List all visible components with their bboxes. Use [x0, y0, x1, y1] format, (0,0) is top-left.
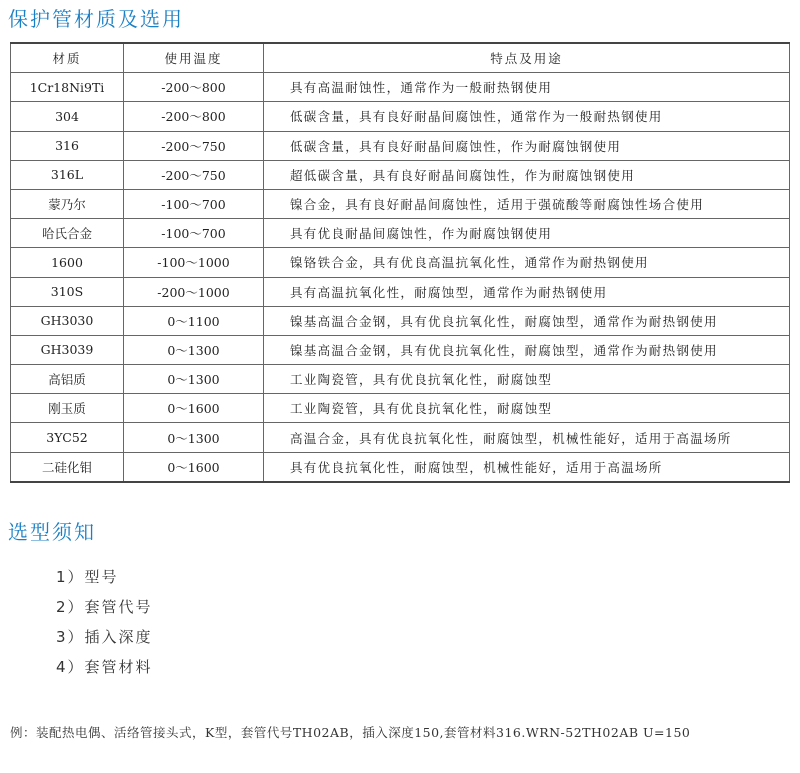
- table-row: [11, 306, 790, 335]
- section-title-selection-notes: 选型须知: [8, 520, 96, 544]
- cell-material: 316: [11, 131, 124, 160]
- cell-material: 二硅化钼: [11, 452, 124, 482]
- selection-notes-list: [56, 566, 153, 686]
- table-row: [11, 452, 790, 482]
- list-item: 1）型号: [56, 568, 119, 586]
- table-row: [11, 423, 790, 452]
- example-text: 例：装配热电偶、活络管接头式，K型，套管代号TH02AB，插入深度150,套管材料316.WRN-52TH02AB U=150: [10, 725, 691, 740]
- cell-temperature: -200～800: [124, 102, 264, 131]
- section-title-materials: 保护管材质及选用: [8, 7, 184, 31]
- cell-material: 1Cr18Ni9Ti: [11, 73, 124, 102]
- table-row: [11, 248, 790, 277]
- cell-features: 具有优良抗氧化性，耐腐蚀型，机械性能好，适用于高温场所: [264, 452, 790, 482]
- cell-material: 310S: [11, 277, 124, 306]
- cell-temperature: -200～750: [124, 160, 264, 189]
- list-item: 2）套管代号: [56, 598, 153, 616]
- table-row: [11, 365, 790, 394]
- cell-temperature: 0～1600: [124, 394, 264, 423]
- cell-temperature: 0～1300: [124, 335, 264, 364]
- cell-material: 1600: [11, 248, 124, 277]
- cell-temperature: -200～750: [124, 131, 264, 160]
- material-table: [10, 42, 790, 483]
- column-header-features: 特点及用途: [264, 43, 790, 73]
- table-row: [11, 335, 790, 364]
- column-header-material: 材质: [11, 43, 124, 73]
- cell-features: 镍基高温合金钢，具有优良抗氧化性，耐腐蚀型，通常作为耐热钢使用: [264, 306, 790, 335]
- cell-features: 镍合金，具有良好耐晶间腐蚀性，适用于强硫酸等耐腐蚀性场合使用: [264, 189, 790, 218]
- cell-features: 具有优良耐晶间腐蚀性，作为耐腐蚀钢使用: [264, 219, 790, 248]
- list-item: 4）套管材料: [56, 658, 153, 676]
- cell-material: 哈氏合金: [11, 219, 124, 248]
- cell-material: 高铝质: [11, 365, 124, 394]
- cell-temperature: -100～700: [124, 219, 264, 248]
- table-row: [11, 277, 790, 306]
- cell-features: 镍基高温合金钢，具有优良抗氧化性，耐腐蚀型，通常作为耐热钢使用: [264, 335, 790, 364]
- cell-temperature: -200～1000: [124, 277, 264, 306]
- cell-material: 蒙乃尔: [11, 189, 124, 218]
- cell-features: 具有高温耐蚀性，通常作为一般耐热钢使用: [264, 73, 790, 102]
- cell-material: 刚玉质: [11, 394, 124, 423]
- cell-temperature: 0～1300: [124, 365, 264, 394]
- cell-temperature: -100～700: [124, 189, 264, 218]
- cell-material: GH3030: [11, 306, 124, 335]
- cell-temperature: -100～1000: [124, 248, 264, 277]
- table-row: [11, 219, 790, 248]
- cell-temperature: 0～1100: [124, 306, 264, 335]
- cell-features: 低碳含量，具有良好耐晶间腐蚀性，通常作为一般耐热钢使用: [264, 102, 790, 131]
- cell-temperature: 0～1300: [124, 423, 264, 452]
- cell-features: 工业陶瓷管，具有优良抗氧化性，耐腐蚀型: [264, 365, 790, 394]
- cell-features: 工业陶瓷管，具有优良抗氧化性，耐腐蚀型: [264, 394, 790, 423]
- cell-material: GH3039: [11, 335, 124, 364]
- table-row: [11, 102, 790, 131]
- cell-features: 镍铬铁合金，具有优良高温抗氧化性，通常作为耐热钢使用: [264, 248, 790, 277]
- cell-features: 低碳含量，具有良好耐晶间腐蚀性，作为耐腐蚀钢使用: [264, 131, 790, 160]
- table-row: [11, 131, 790, 160]
- list-item: 3）插入深度: [56, 628, 153, 646]
- cell-material: 316L: [11, 160, 124, 189]
- table-body: [11, 73, 790, 482]
- cell-material: 304: [11, 102, 124, 131]
- cell-material: 3YC52: [11, 423, 124, 452]
- column-header-temperature: 使用温度: [124, 43, 264, 73]
- cell-features: 超低碳含量，具有良好耐晶间腐蚀性，作为耐腐蚀钢使用: [264, 160, 790, 189]
- table-row: [11, 160, 790, 189]
- cell-features: 高温合金，具有优良抗氧化性，耐腐蚀型，机械性能好，适用于高温场所: [264, 423, 790, 452]
- table-row: [11, 394, 790, 423]
- table-header-row: [11, 43, 790, 73]
- cell-temperature: 0～1600: [124, 452, 264, 482]
- cell-features: 具有高温抗氧化性，耐腐蚀型，通常作为耐热钢使用: [264, 277, 790, 306]
- cell-temperature: -200～800: [124, 73, 264, 102]
- table-row: [11, 73, 790, 102]
- table-row: [11, 189, 790, 218]
